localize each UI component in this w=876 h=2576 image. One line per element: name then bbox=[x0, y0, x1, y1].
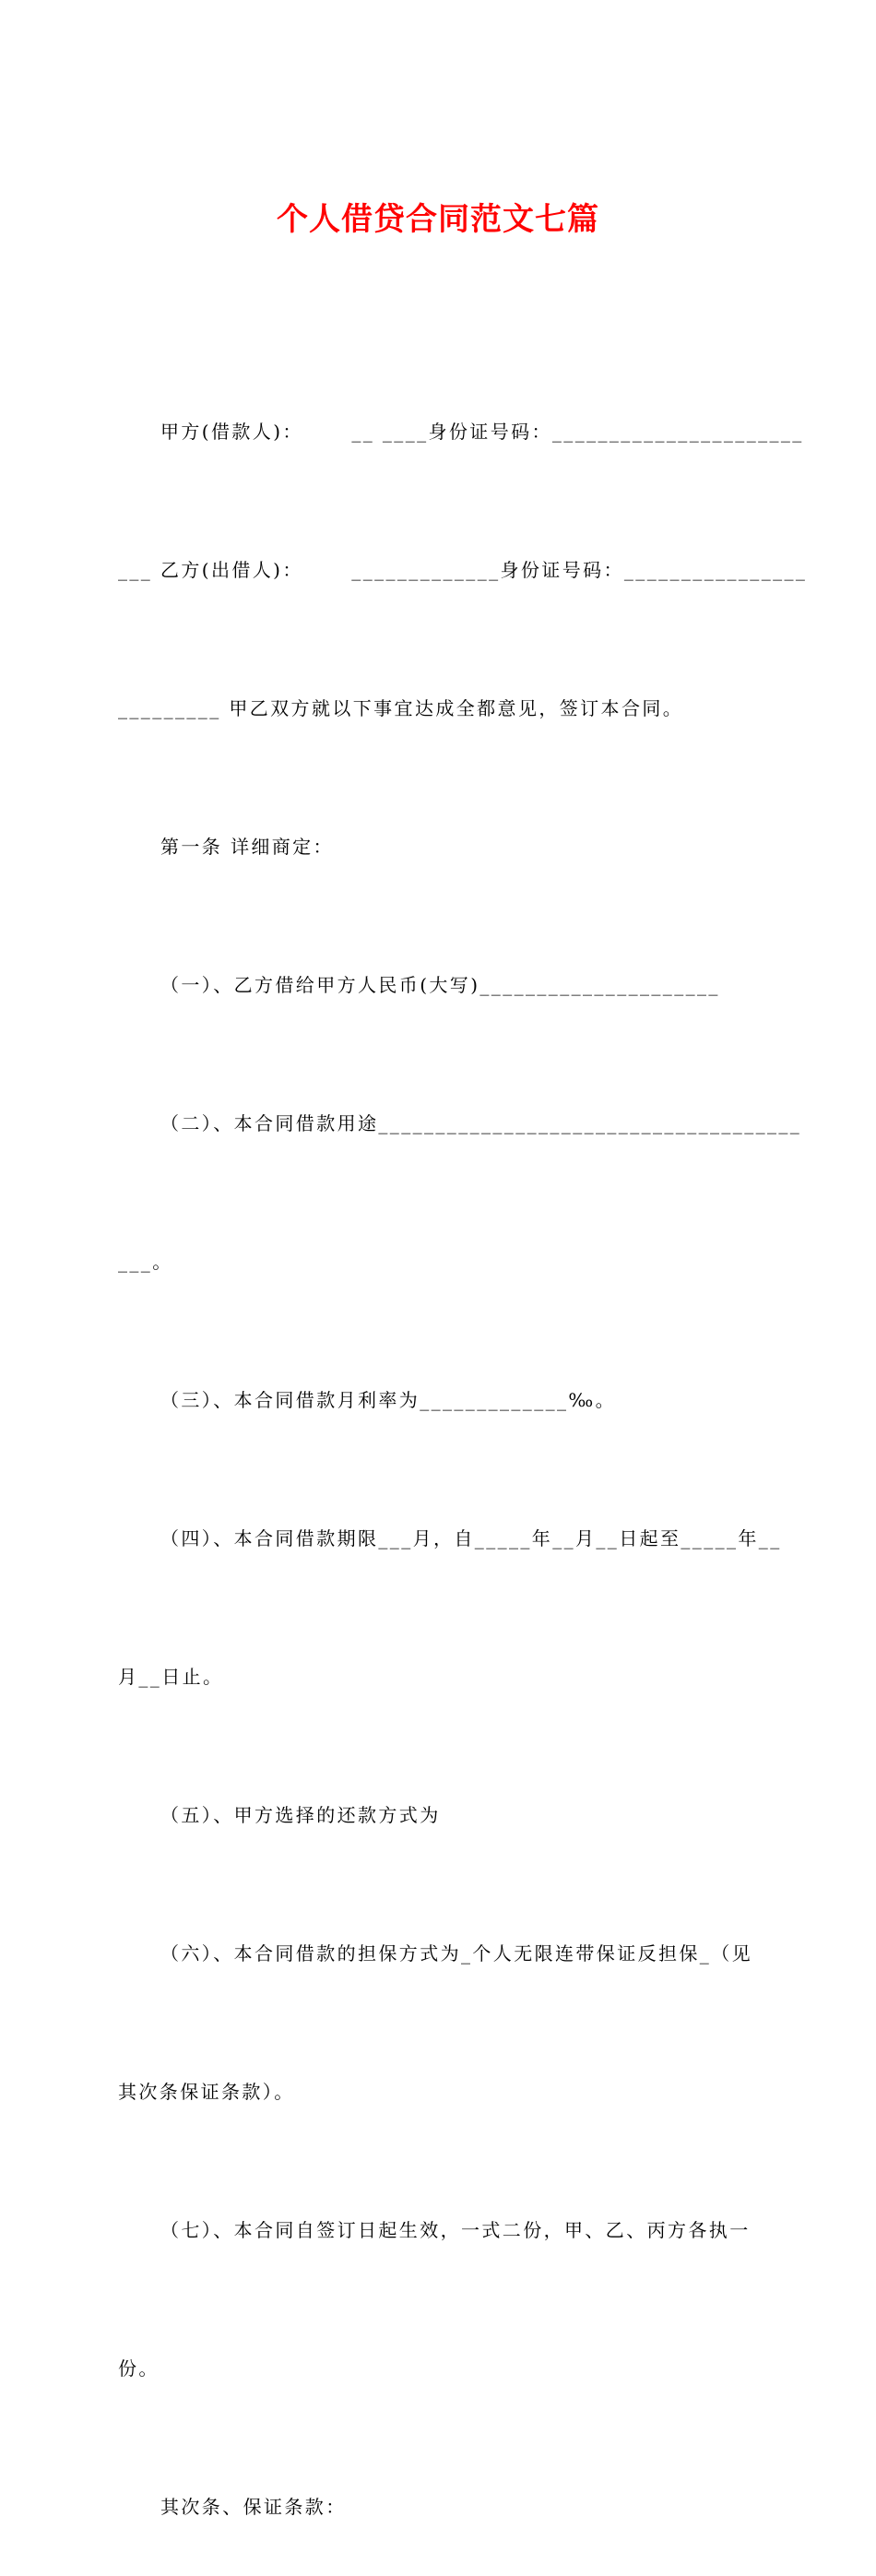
contract-body bbox=[118, 316, 808, 2576]
party-a-line: 甲方(借款人)： __ ____身份证号码：______________________ bbox=[160, 421, 804, 443]
article-one-heading: 第一条 详细商定： bbox=[160, 836, 334, 858]
clause-5-repayment: （五）、甲方选择的还款方式为 bbox=[160, 1804, 441, 1826]
agreement-statement: _________ 甲乙双方就以下事宜达成全都意见，签订本合同。 bbox=[118, 697, 684, 719]
party-b-line: ___ 乙方(出借人)： _____________身份证号码：________________ bbox=[118, 559, 808, 581]
article-two-heading: 其次条、保证条款： bbox=[160, 2496, 347, 2518]
clause-3-interest: （三）、本合同借款月利率为_____________‰。 bbox=[160, 1389, 617, 1411]
clause-6-guarantee-cont: 其次条保证条款）。 bbox=[118, 2081, 295, 2103]
clause-7-effective: （七）、本合同自签订日起生效，一式二份，甲、乙、丙方各执一 bbox=[160, 2219, 751, 2241]
document-title: 个人借贷合同范文七篇 bbox=[277, 201, 599, 238]
clause-2-purpose-cont: ___。 bbox=[118, 1251, 173, 1273]
clause-1-amount: （一）、乙方借给甲方人民币(大写)_____________________ bbox=[160, 974, 720, 996]
clause-7-effective-cont: 份。 bbox=[118, 2357, 160, 2380]
clause-4-term: （四）、本合同借款期限___月，自_____年__月__日起至_____年__ bbox=[160, 1527, 782, 1549]
clause-4-term-cont: 月__日止。 bbox=[118, 1666, 224, 1688]
clause-2-purpose: （二）、本合同借款用途_____________________________________ bbox=[160, 1112, 802, 1134]
clause-6-guarantee: （六）、本合同借款的担保方式为_个人无限连带保证反担保_（见 bbox=[160, 1942, 752, 1965]
